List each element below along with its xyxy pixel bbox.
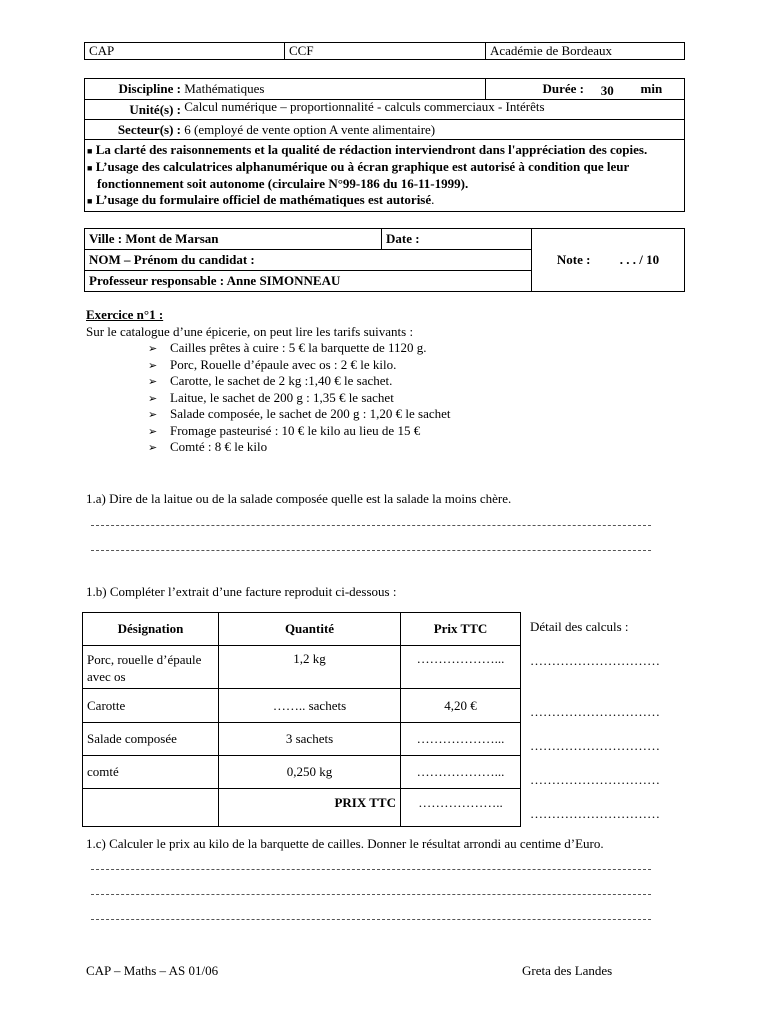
- invoice-row-designation: Carotte: [83, 689, 219, 723]
- answer-line[interactable]: [91, 869, 651, 870]
- unites-label: Unité(s) :: [129, 101, 181, 117]
- invoice-header-prix: Prix TTC: [401, 613, 521, 646]
- note-value: . . . / 10: [619, 252, 660, 267]
- invoice-table: [82, 612, 521, 827]
- question-1c: 1.c) Calculer le prix au kilo de la barquette de cailles. Donner le résultat arrondi au centime d’Euro.: [86, 836, 604, 851]
- invoice-row-quantite[interactable]: …….. sachets: [219, 689, 401, 723]
- invoice-header-quantite: Quantité: [219, 613, 401, 646]
- discipline-label: Discipline :: [118, 81, 181, 96]
- candidate-table: [84, 228, 685, 292]
- question-1a: 1.a) Dire de la laitue ou de la salade composée quelle est la salade la moins chère.: [86, 491, 512, 506]
- ville-cell: Ville : Mont de Marsan: [85, 229, 382, 250]
- detail-line[interactable]: …………………………: [530, 653, 660, 668]
- rule-formulary: L’usage du formulaire officiel de mathématiques est autorisé: [95, 192, 432, 207]
- exercise-title: Exercice n°1 :: [86, 307, 164, 322]
- header-cap: CAP: [85, 43, 285, 60]
- duree-label: Durée :: [542, 81, 584, 96]
- invoice-header-designation: Désignation: [83, 613, 219, 646]
- list-item: ➢ Porc, Rouelle d’épaule avec os : 2 € le kilo.: [148, 357, 451, 374]
- invoice-row-designation: comté: [83, 756, 219, 789]
- header-academie: Académie de Bordeaux: [486, 43, 685, 60]
- exercise-intro: Sur le catalogue d’une épicerie, on peut lire les tarifs suivants :: [86, 324, 414, 339]
- detail-line[interactable]: …………………………: [530, 806, 660, 821]
- note-cell: [532, 229, 685, 292]
- duree-value: 30: [600, 83, 614, 98]
- info-table: [84, 78, 685, 212]
- invoice-row-prix: 4,20 €: [401, 689, 521, 723]
- instructions: ■ La clarté des raisonnements et la qualité de rédaction interviendront dans l'appréciation des copies. ■ L’usage des calculatrices alphanumérique ou à écran graphique est autorisé à condition que leur fonctionnement soit autonome (circulaire N°99-186 du 16-11-1999). ■ L’usage du formulaire officiel de mathématiques est autorisé.: [85, 140, 685, 212]
- rule-clarity: La clarté des raisonnements et la qualité de rédaction interviendront dans l'appréciation des copies.: [95, 142, 648, 157]
- note-label: Note :: [556, 252, 591, 267]
- discipline-value: Mathématiques: [184, 81, 265, 96]
- list-item: ➢ Fromage pasteurisé : 10 € le kilo au lieu de 15 €: [148, 423, 451, 440]
- invoice-row-quantite: 0,250 kg: [219, 756, 401, 789]
- footer-left: CAP – Maths – AS 01/06: [86, 963, 219, 978]
- date-cell: Date :: [382, 229, 532, 250]
- detail-line[interactable]: …………………………: [530, 772, 660, 787]
- duree-unit: min: [640, 81, 663, 96]
- detail-line[interactable]: …………………………: [530, 738, 660, 753]
- list-item: ➢ Cailles prêtes à cuire : 5 € la barquette de 1120 g.: [148, 340, 451, 357]
- answer-line[interactable]: [91, 525, 651, 526]
- secteur-label: Secteur(s) :: [117, 121, 181, 137]
- header-ccf: CCF: [285, 43, 486, 60]
- professeur-cell: Professeur responsable : Anne SIMONNEAU: [85, 271, 532, 292]
- footer-right: Greta des Landes: [522, 963, 613, 978]
- secteur-value: 6 (employé de vente option A vente alimentaire): [184, 121, 436, 137]
- invoice-row-designation: Porc, rouelle d’épaule avec os: [83, 646, 219, 689]
- invoice-row-prix[interactable]: ………………...: [401, 646, 521, 689]
- invoice-row-designation: Salade composée: [83, 723, 219, 756]
- price-list: [148, 340, 451, 456]
- invoice-row-prix[interactable]: ………………...: [401, 756, 521, 789]
- rule-calculator: L’usage des calculatrices alphanumérique ou à écran graphique est autorisé à condition que leur fonctionnement soit autonome (circulaire N°99-186 du 16-11-1999).: [95, 159, 630, 191]
- detail-label: Détail des calculs :: [530, 619, 629, 634]
- invoice-total-label: PRIX TTC: [219, 789, 401, 827]
- answer-line[interactable]: [91, 550, 651, 551]
- invoice-total-value[interactable]: ………………..: [401, 789, 521, 827]
- invoice-row-quantite: 3 sachets: [219, 723, 401, 756]
- list-item: ➢ Carotte, le sachet de 2 kg :1,40 € le sachet.: [148, 373, 451, 390]
- invoice-row-prix[interactable]: ………………...: [401, 723, 521, 756]
- answer-line[interactable]: [91, 919, 651, 920]
- list-item: ➢ Comté : 8 € le kilo: [148, 439, 451, 456]
- invoice-row-quantite: 1,2 kg: [219, 646, 401, 689]
- unites-value: Calcul numérique – proportionnalité - calculs commerciaux - Intérêts: [184, 98, 545, 114]
- nom-cell: NOM – Prénom du candidat :: [85, 250, 532, 271]
- question-1b: 1.b) Compléter l’extrait d’une facture reproduit ci-dessous :: [86, 584, 397, 599]
- header-table: [84, 42, 685, 60]
- answer-line[interactable]: [91, 894, 651, 895]
- list-item: ➢ Salade composée, le sachet de 200 g : 1,20 € le sachet: [148, 406, 451, 423]
- detail-line[interactable]: …………………………: [530, 704, 660, 719]
- list-item: ➢ Laitue, le sachet de 200 g : 1,35 € le sachet: [148, 390, 451, 407]
